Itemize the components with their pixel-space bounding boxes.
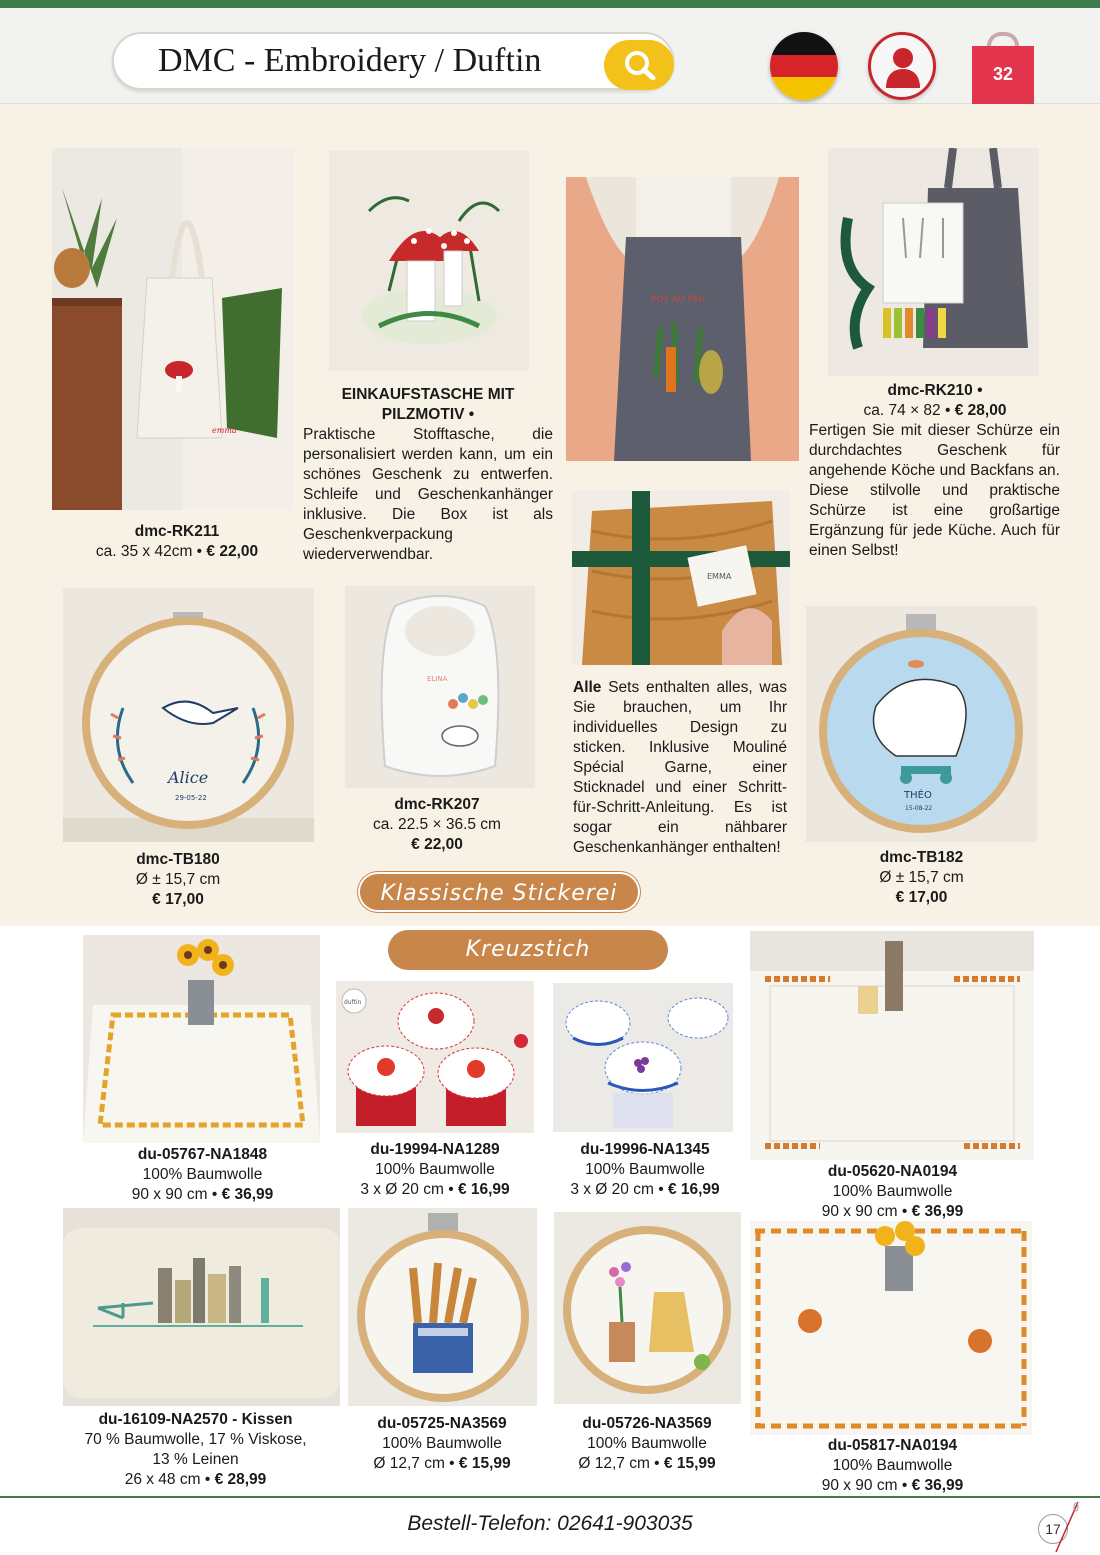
product-image-gift-box[interactable] xyxy=(572,491,790,665)
product-code: dmc-TB182 xyxy=(879,849,964,866)
product-price: € 28,00 xyxy=(954,402,1007,419)
product-image-apron-kit[interactable] xyxy=(828,148,1039,376)
product-price: € 36,99 xyxy=(911,1203,964,1220)
search-input[interactable] xyxy=(112,32,674,90)
product-image-du16109[interactable] xyxy=(63,1208,340,1406)
product-image-du05767[interactable] xyxy=(83,935,320,1143)
search-button[interactable] xyxy=(604,40,674,90)
caption-du05726: du-05726-NA3569 100% Baumwolle Ø 12,7 cm • € 15,99 xyxy=(532,1414,762,1474)
svg-text:duftin: duftin xyxy=(344,999,362,1006)
product-price: € 17,00 xyxy=(152,891,204,908)
svg-text:ELINA: ELINA xyxy=(427,675,448,683)
product-price: € 15,99 xyxy=(663,1455,716,1472)
svg-text:29-05-22: 29-05-22 xyxy=(175,794,207,802)
product-image-du19994[interactable] xyxy=(336,981,534,1133)
product-price: € 16,99 xyxy=(667,1181,720,1198)
caption-tb180: dmc-TB180 Ø ± 15,7 cm € 17,00 xyxy=(63,850,293,910)
product-price: € 22,00 xyxy=(206,543,259,560)
product-code: du-05620-NA0194 xyxy=(827,1163,958,1180)
svg-text:POT AU FEU: POT AU FEU xyxy=(651,295,705,305)
product-code: du-05817-NA0194 xyxy=(827,1437,958,1454)
section-heading-klassische-stickerei: Klassische Stickerei xyxy=(358,872,640,912)
caption-du05620: du-05620-NA0194 100% Baumwolle 90 x 90 cm • € 36,99 xyxy=(760,1162,1025,1222)
product-code: dmc-TB180 xyxy=(136,851,220,868)
user-account-button[interactable] xyxy=(868,32,936,100)
user-icon xyxy=(884,46,922,88)
product-image-rk207-bib[interactable] xyxy=(345,586,535,788)
page-number: 17 xyxy=(1038,1514,1068,1544)
order-phone: Bestell-Telefon: 02641-903035 xyxy=(407,1512,693,1535)
product-image-du19996[interactable] xyxy=(553,983,733,1132)
product-description-sets: Alle Sets enthalten alles, was Sie brauchen, um Ihr individuelles Design zu sticken. Inklusive Mouliné Spécial Garne, einer Sticknadel und einer Schritt-für-Schritt-Anleitung. Es ist sogar ein nähbarer Geschenkanhänger enthalten! xyxy=(573,679,787,856)
product-code: du-19996-NA1345 xyxy=(580,1141,710,1158)
svg-text:THÉO: THÉO xyxy=(904,790,932,801)
product-image-tb180-hoop[interactable] xyxy=(63,588,314,842)
product-code: du-05726-NA3569 xyxy=(582,1415,712,1432)
product-price: € 17,00 xyxy=(895,889,948,906)
site-header xyxy=(0,8,1100,104)
caption-du05767: du-05767-NA1848 100% Baumwolle 90 x 90 cm • € 36,99 xyxy=(70,1145,335,1205)
svg-text:15-08-22: 15-08-22 xyxy=(905,805,933,812)
product-code: du-05767-NA1848 xyxy=(137,1146,268,1163)
caption-du16109: du-16109-NA2570 - Kissen 70 % Baumwolle, 17 % Viskose, 13 % Leinen 26 x 48 cm • € 28,99 xyxy=(63,1410,328,1490)
shopping-bag-button[interactable] xyxy=(972,32,1034,104)
svg-text:EMMA: EMMA xyxy=(707,572,732,581)
caption-du19996: du-19996-NA1345 100% Baumwolle 3 x Ø 20 cm • € 16,99 xyxy=(530,1140,760,1200)
product-price: € 15,99 xyxy=(458,1455,511,1472)
caption-du05817: du-05817-NA0194 100% Baumwolle 90 x 90 cm • € 36,99 xyxy=(760,1436,1025,1496)
product-price: € 22,00 xyxy=(411,836,463,853)
product-code: dmc-RK211 xyxy=(134,523,220,540)
product-code: du-19994-NA1289 xyxy=(370,1141,500,1158)
cart-count-badge: 32 xyxy=(992,64,1014,84)
caption-rk210: dmc-RK210 • ca. 74 × 82 • € 28,00 xyxy=(810,381,1060,421)
top-accent-bar xyxy=(0,0,1100,8)
product-price: € 16,99 xyxy=(457,1181,510,1198)
search-icon xyxy=(624,50,656,80)
product-description-einkaufstasche: Praktische Stofftasche, die personalisiert werden kann, um ein schönes Geschenk zu entwerfen. Schleife und Geschenkanhänger inklusive. Die Box ist als Geschenkverpackung wiederverwendbar. xyxy=(303,426,553,563)
section-heading-kreuzstich: Kreuzstich xyxy=(388,930,668,970)
product-code: dmc-RK207 xyxy=(394,796,480,813)
product-price: € 28,99 xyxy=(214,1471,267,1488)
caption-du05725: du-05725-NA3569 100% Baumwolle Ø 12,7 cm • € 15,99 xyxy=(327,1414,557,1474)
product-code: dmc-RK210 • xyxy=(887,382,983,399)
caption-du19994: du-19994-NA1289 100% Baumwolle 3 x Ø 20 cm • € 16,99 xyxy=(320,1140,550,1200)
product-image-apron-worn[interactable] xyxy=(566,177,799,461)
product-image-tote-bag[interactable] xyxy=(52,148,294,510)
product-image-du05725[interactable] xyxy=(348,1208,537,1406)
product-image-du05620[interactable] xyxy=(750,931,1034,1160)
needle-icon xyxy=(1052,1500,1082,1554)
product-image-tb182-hoop[interactable] xyxy=(806,606,1037,842)
product-price: € 36,99 xyxy=(221,1186,274,1203)
caption-rk207: dmc-RK207 ca. 22.5 × 36.5 cm € 22,00 xyxy=(337,795,537,855)
product-image-du05726[interactable] xyxy=(554,1212,741,1404)
caption-tb182: dmc-TB182 Ø ± 15,7 cm € 17,00 xyxy=(806,848,1037,908)
product-code: du-05725-NA3569 xyxy=(377,1415,507,1432)
product-image-mushroom-embroidery[interactable] xyxy=(329,151,529,371)
language-flag-german-icon[interactable] xyxy=(770,32,838,100)
product-description-rk210: Fertigen Sie mit dieser Schürze ein durchdachtes Geschenk für angehende Köche und Backfans an. Diese stilvolle und praktische Schürze ist eine großartige Ergänzung für jede Küche. Auch für einen Selbst! xyxy=(809,422,1060,559)
product-image-du05817[interactable] xyxy=(750,1221,1032,1435)
product-price: € 36,99 xyxy=(911,1477,964,1494)
caption-rk211: dmc-RK211 ca. 35 x 42cm • € 22,00 xyxy=(52,522,302,562)
product-code: du-16109-NA2570 - Kissen xyxy=(98,1411,293,1428)
product-title-einkaufstasche: EINKAUFSTASCHE MIT PILZMOTIV • xyxy=(341,386,515,423)
search-query-text: DMC - Embroidery / Duftin xyxy=(158,42,542,79)
svg-text:emma: emma xyxy=(212,426,237,435)
svg-text:Alice: Alice xyxy=(168,768,209,787)
footer-divider xyxy=(0,1496,1100,1498)
